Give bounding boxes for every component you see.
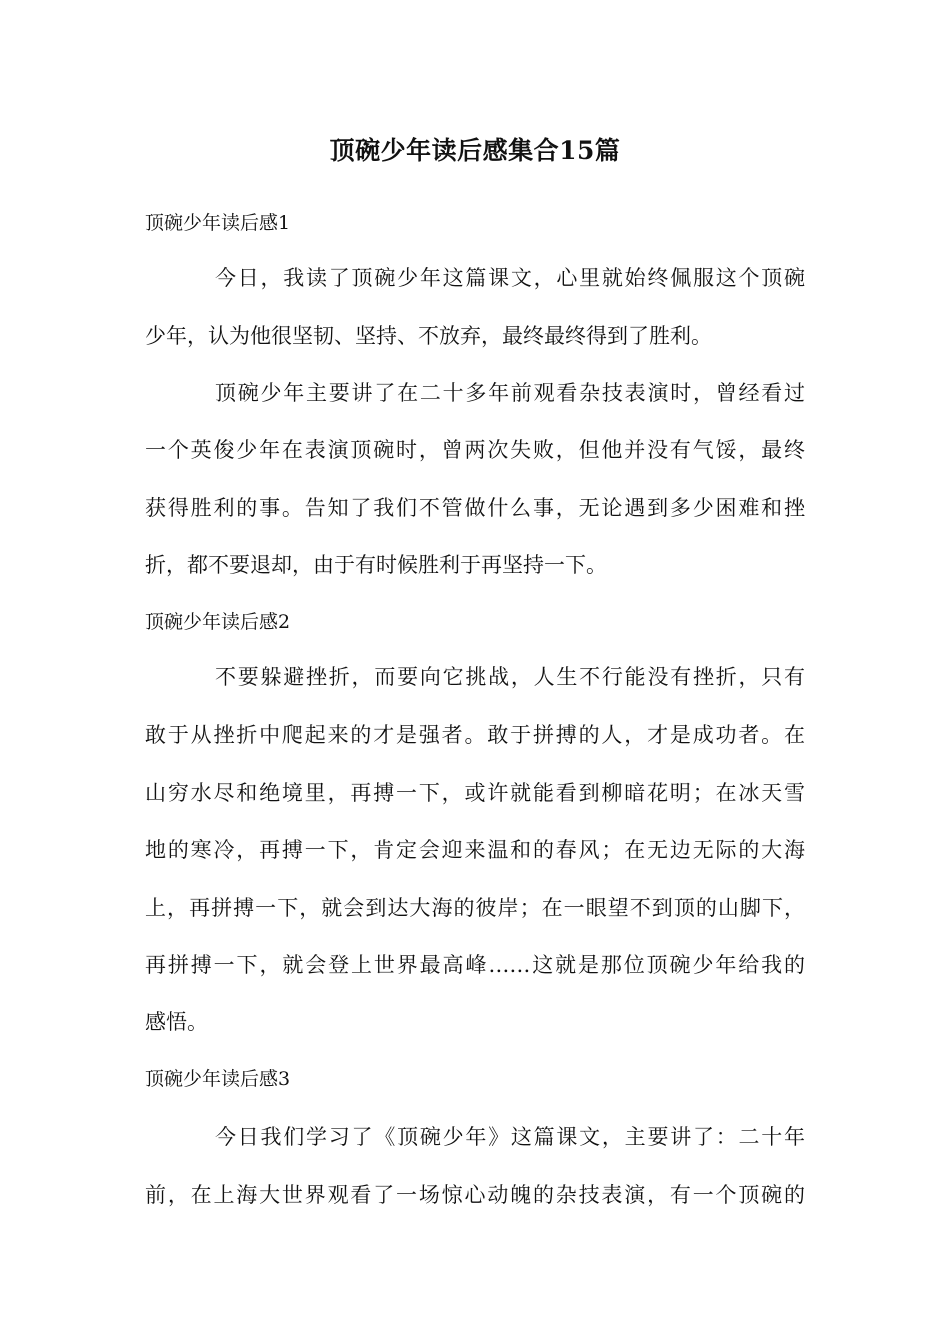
paragraph-line: 再拼搏一下，就会登上世界最高峰……这就是那位顶碗少年给我的: [145, 953, 805, 977]
document-title: 顶碗少年读后感集合15篇: [329, 136, 621, 165]
paragraph-line: 获得胜利的事。告知了我们不管做什么事，无论遇到多少困难和挫: [145, 496, 805, 520]
section-heading: 顶碗少年读后感1: [145, 212, 291, 234]
paragraph-line: 顶碗少年主要讲了在二十多年前观看杂技表演时，曾经看过: [215, 381, 805, 405]
paragraph-line: 一个英俊少年在表演顶碗时，曾两次失败，但他并没有气馁，最终: [145, 438, 805, 462]
paragraph-line: 上，再拼搏一下，就会到达大海的彼岸；在一眼望不到顶的山脚下，: [145, 896, 805, 920]
paragraph-line: 今日我们学习了《顶碗少年》这篇课文，主要讲了：二十年: [215, 1125, 805, 1149]
section-heading: 顶碗少年读后感3: [145, 1068, 291, 1090]
paragraph-line: 今日，我读了顶碗少年这篇课文，心里就始终佩服这个顶碗: [215, 266, 805, 290]
paragraph-line: 少年，认为他很坚韧、坚持、不放弃，最终最终得到了胜利。: [145, 324, 712, 348]
paragraph-line: 敢于从挫折中爬起来的才是强者。敢于拼搏的人，才是成功者。在: [145, 723, 805, 747]
paragraph-line: 山穷水尽和绝境里，再搏一下，或许就能看到柳暗花明；在冰天雪: [145, 781, 805, 805]
paragraph-line: 前，在上海大世界观看了一场惊心动魄的杂技表演，有一个顶碗的: [145, 1183, 805, 1207]
paragraph-line: 折，都不要退却，由于有时候胜利于再坚持一下。: [145, 553, 607, 577]
paragraph-line: 地的寒冷，再搏一下，肯定会迎来温和的春风；在无边无际的大海: [145, 838, 805, 862]
paragraph-line: 感悟。: [145, 1010, 208, 1034]
paragraph-line: 不要躲避挫折，而要向它挑战，人生不行能没有挫折，只有: [215, 665, 805, 689]
section-heading: 顶碗少年读后感2: [145, 611, 291, 633]
